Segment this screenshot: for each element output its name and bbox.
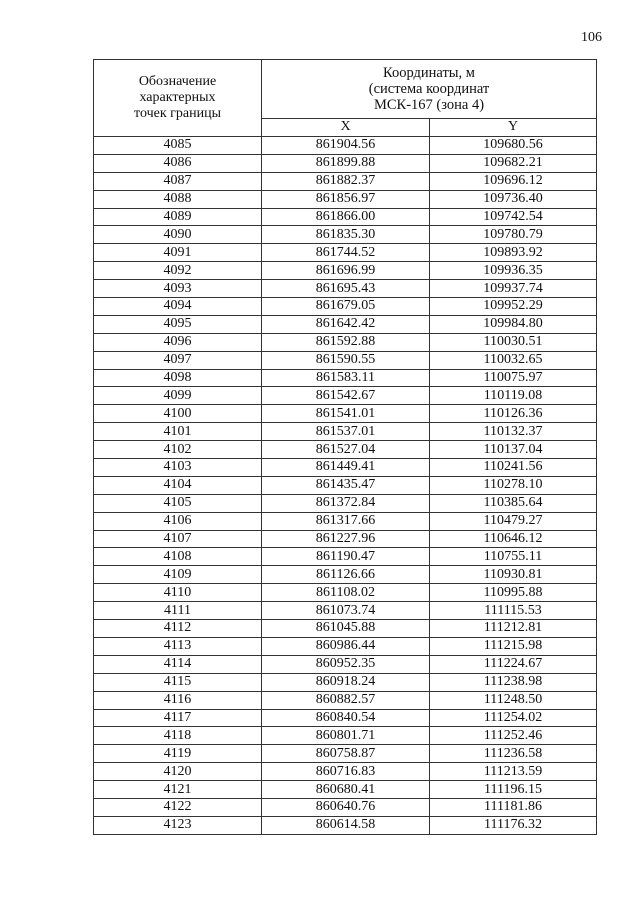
point-id-cell: 4085 xyxy=(94,137,262,155)
y-coordinate-cell: 110995.88 xyxy=(430,584,597,602)
x-coordinate-cell: 861317.66 xyxy=(262,512,430,530)
point-id-cell: 4098 xyxy=(94,369,262,387)
table-row xyxy=(94,190,597,208)
table-row xyxy=(94,387,597,405)
table-row xyxy=(94,530,597,548)
y-coordinate-cell: 109936.35 xyxy=(430,262,597,280)
point-id-cell: 4123 xyxy=(94,816,262,834)
point-id-cell: 4092 xyxy=(94,262,262,280)
table-row xyxy=(94,333,597,351)
x-coordinate-cell: 861449.41 xyxy=(262,459,430,477)
y-coordinate-cell: 111213.59 xyxy=(430,763,597,781)
table-row xyxy=(94,351,597,369)
x-coordinate-cell: 860918.24 xyxy=(262,673,430,691)
point-id-cell: 4121 xyxy=(94,781,262,799)
table-row xyxy=(94,405,597,423)
point-id-cell: 4112 xyxy=(94,620,262,638)
table-row xyxy=(94,459,597,477)
y-coordinate-cell: 110075.97 xyxy=(430,369,597,387)
point-id-cell: 4119 xyxy=(94,745,262,763)
point-id-cell: 4101 xyxy=(94,423,262,441)
table-row xyxy=(94,226,597,244)
y-coordinate-cell: 110241.56 xyxy=(430,459,597,477)
table-row xyxy=(94,244,597,262)
x-coordinate-cell: 861866.00 xyxy=(262,208,430,226)
point-id-cell: 4110 xyxy=(94,584,262,602)
x-coordinate-cell: 861583.11 xyxy=(262,369,430,387)
x-coordinate-cell: 861696.99 xyxy=(262,262,430,280)
point-id-cell: 4086 xyxy=(94,154,262,172)
y-coordinate-cell: 110132.37 xyxy=(430,423,597,441)
table-row xyxy=(94,673,597,691)
x-coordinate-cell: 860882.57 xyxy=(262,691,430,709)
table-row xyxy=(94,315,597,333)
point-id-cell: 4122 xyxy=(94,798,262,816)
y-coordinate-cell: 109696.12 xyxy=(430,172,597,190)
x-coordinate-cell: 860640.76 xyxy=(262,798,430,816)
point-id-cell: 4094 xyxy=(94,298,262,316)
point-id-cell: 4091 xyxy=(94,244,262,262)
table-row xyxy=(94,763,597,781)
x-coordinate-cell: 861882.37 xyxy=(262,172,430,190)
point-id-cell: 4104 xyxy=(94,476,262,494)
x-coordinate-cell: 860716.83 xyxy=(262,763,430,781)
y-coordinate-cell: 111236.58 xyxy=(430,745,597,763)
point-id-cell: 4118 xyxy=(94,727,262,745)
y-coordinate-cell: 110930.81 xyxy=(430,566,597,584)
x-coordinate-cell: 861899.88 xyxy=(262,154,430,172)
x-coordinate-cell: 861590.55 xyxy=(262,351,430,369)
y-coordinate-cell: 109682.21 xyxy=(430,154,597,172)
coordinates-header: Координаты, м (система координат МСК-167 (зона 4) xyxy=(262,60,597,119)
x-coordinate-cell: 861642.42 xyxy=(262,315,430,333)
y-coordinate-cell: 111212.81 xyxy=(430,620,597,638)
table-row xyxy=(94,816,597,834)
x-coordinate-cell: 861695.43 xyxy=(262,280,430,298)
table-row xyxy=(94,262,597,280)
point-id-cell: 4115 xyxy=(94,673,262,691)
table-body xyxy=(94,137,597,835)
table-row xyxy=(94,584,597,602)
x-coordinate-cell: 861592.88 xyxy=(262,333,430,351)
point-id-cell: 4102 xyxy=(94,441,262,459)
point-id-cell: 4087 xyxy=(94,172,262,190)
table-row xyxy=(94,548,597,566)
table-row xyxy=(94,154,597,172)
x-coordinate-cell: 860801.71 xyxy=(262,727,430,745)
x-coordinate-cell: 861542.67 xyxy=(262,387,430,405)
point-id-cell: 4108 xyxy=(94,548,262,566)
y-coordinate-cell: 111176.32 xyxy=(430,816,597,834)
table-header xyxy=(94,60,597,137)
point-id-cell: 4097 xyxy=(94,351,262,369)
x-coordinate-cell: 861190.47 xyxy=(262,548,430,566)
y-coordinate-cell: 111115.53 xyxy=(430,602,597,620)
x-coordinate-cell: 860840.54 xyxy=(262,709,430,727)
table-row xyxy=(94,566,597,584)
table-row xyxy=(94,745,597,763)
y-coordinate-cell: 110119.08 xyxy=(430,387,597,405)
y-coordinate-cell: 109952.29 xyxy=(430,298,597,316)
table-row xyxy=(94,620,597,638)
y-coordinate-cell: 109937.74 xyxy=(430,280,597,298)
x-column-header: X xyxy=(262,118,430,136)
y-coordinate-cell: 110479.27 xyxy=(430,512,597,530)
y-coordinate-cell: 111248.50 xyxy=(430,691,597,709)
y-coordinate-cell: 109780.79 xyxy=(430,226,597,244)
table-row xyxy=(94,298,597,316)
x-coordinate-cell: 861856.97 xyxy=(262,190,430,208)
table-row xyxy=(94,691,597,709)
x-coordinate-cell: 861108.02 xyxy=(262,584,430,602)
y-coordinate-cell: 110126.36 xyxy=(430,405,597,423)
y-coordinate-cell: 109742.54 xyxy=(430,208,597,226)
point-id-cell: 4096 xyxy=(94,333,262,351)
x-coordinate-cell: 860986.44 xyxy=(262,637,430,655)
x-coordinate-cell: 860758.87 xyxy=(262,745,430,763)
x-coordinate-cell: 861904.56 xyxy=(262,137,430,155)
point-id-cell: 4093 xyxy=(94,280,262,298)
x-coordinate-cell: 861541.01 xyxy=(262,405,430,423)
y-coordinate-cell: 111224.67 xyxy=(430,655,597,673)
table-row xyxy=(94,172,597,190)
boundary-coordinates-table xyxy=(93,59,597,835)
point-label-header: Обозначение характерных точек границы xyxy=(94,60,262,137)
table-row xyxy=(94,709,597,727)
point-id-cell: 4099 xyxy=(94,387,262,405)
table-row xyxy=(94,369,597,387)
table-row xyxy=(94,280,597,298)
y-coordinate-cell: 111254.02 xyxy=(430,709,597,727)
point-id-cell: 4114 xyxy=(94,655,262,673)
point-id-cell: 4089 xyxy=(94,208,262,226)
y-coordinate-cell: 111196.15 xyxy=(430,781,597,799)
point-id-cell: 4113 xyxy=(94,637,262,655)
y-coordinate-cell: 109736.40 xyxy=(430,190,597,208)
x-coordinate-cell: 860680.41 xyxy=(262,781,430,799)
y-coordinate-cell: 110137.04 xyxy=(430,441,597,459)
y-coordinate-cell: 111238.98 xyxy=(430,673,597,691)
x-coordinate-cell: 860952.35 xyxy=(262,655,430,673)
point-id-cell: 4111 xyxy=(94,602,262,620)
x-coordinate-cell: 861435.47 xyxy=(262,476,430,494)
point-id-cell: 4117 xyxy=(94,709,262,727)
table-row xyxy=(94,512,597,530)
y-coordinate-cell: 109893.92 xyxy=(430,244,597,262)
x-coordinate-cell: 861835.30 xyxy=(262,226,430,244)
table-row xyxy=(94,423,597,441)
table-row xyxy=(94,494,597,512)
table-row xyxy=(94,602,597,620)
point-id-cell: 4090 xyxy=(94,226,262,244)
x-coordinate-cell: 861744.52 xyxy=(262,244,430,262)
table-row xyxy=(94,798,597,816)
y-column-header: Y xyxy=(430,118,597,136)
y-coordinate-cell: 109984.80 xyxy=(430,315,597,333)
table-row xyxy=(94,655,597,673)
x-coordinate-cell: 861527.04 xyxy=(262,441,430,459)
y-coordinate-cell: 111181.86 xyxy=(430,798,597,816)
table-row xyxy=(94,208,597,226)
table-row xyxy=(94,637,597,655)
x-coordinate-cell: 861126.66 xyxy=(262,566,430,584)
table-row xyxy=(94,476,597,494)
y-coordinate-cell: 110646.12 xyxy=(430,530,597,548)
x-coordinate-cell: 861372.84 xyxy=(262,494,430,512)
point-id-cell: 4103 xyxy=(94,459,262,477)
x-coordinate-cell: 861227.96 xyxy=(262,530,430,548)
page-number: 106 xyxy=(581,30,602,45)
y-coordinate-cell: 111252.46 xyxy=(430,727,597,745)
x-coordinate-cell: 861045.88 xyxy=(262,620,430,638)
x-coordinate-cell: 861537.01 xyxy=(262,423,430,441)
point-id-cell: 4109 xyxy=(94,566,262,584)
y-coordinate-cell: 110032.65 xyxy=(430,351,597,369)
y-coordinate-cell: 110755.11 xyxy=(430,548,597,566)
x-coordinate-cell: 861679.05 xyxy=(262,298,430,316)
table-row xyxy=(94,781,597,799)
point-id-cell: 4088 xyxy=(94,190,262,208)
point-id-cell: 4095 xyxy=(94,315,262,333)
point-id-cell: 4106 xyxy=(94,512,262,530)
point-id-cell: 4107 xyxy=(94,530,262,548)
point-id-cell: 4105 xyxy=(94,494,262,512)
x-coordinate-cell: 860614.58 xyxy=(262,816,430,834)
y-coordinate-cell: 110030.51 xyxy=(430,333,597,351)
y-coordinate-cell: 110385.64 xyxy=(430,494,597,512)
table-row xyxy=(94,137,597,155)
point-id-cell: 4116 xyxy=(94,691,262,709)
x-coordinate-cell: 861073.74 xyxy=(262,602,430,620)
table-row xyxy=(94,727,597,745)
y-coordinate-cell: 109680.56 xyxy=(430,137,597,155)
point-id-cell: 4120 xyxy=(94,763,262,781)
y-coordinate-cell: 110278.10 xyxy=(430,476,597,494)
table-row xyxy=(94,441,597,459)
point-id-cell: 4100 xyxy=(94,405,262,423)
y-coordinate-cell: 111215.98 xyxy=(430,637,597,655)
